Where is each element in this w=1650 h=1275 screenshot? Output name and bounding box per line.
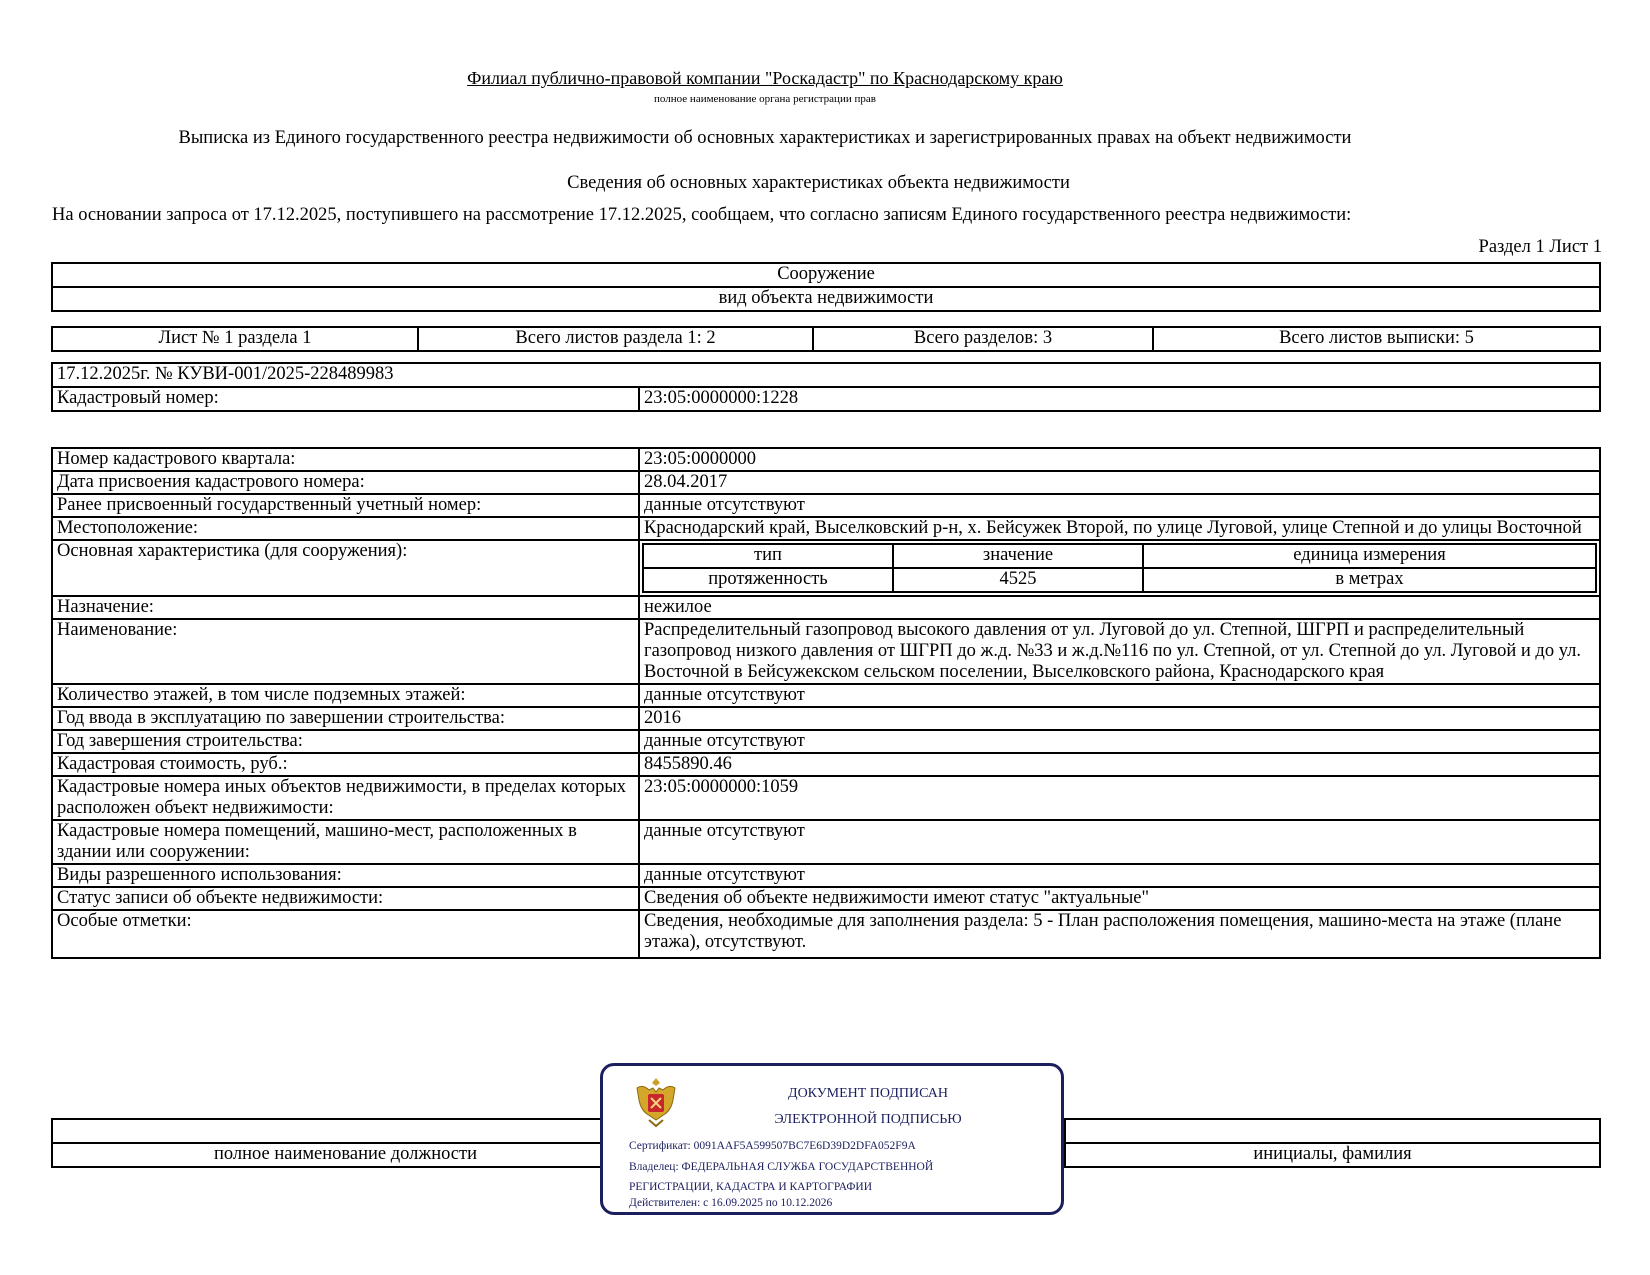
row-label: Статус записи об объекте недвижимости:: [52, 887, 639, 910]
row-value: данные отсутствуют: [639, 684, 1600, 707]
table-row: [52, 448, 1600, 471]
main-characteristic-table: [642, 543, 1597, 593]
row-label: Год ввода в эксплуатацию по завершении строительства:: [52, 707, 639, 730]
organization-name: Филиал публично-правовой компании "Роскадастр" по Краснодарскому краю: [467, 68, 1063, 88]
stamp-validity: Действителен: с 16.09.2025 по 10.12.2026: [629, 1197, 833, 1209]
row-label: Номер кадастрового квартала:: [52, 448, 639, 471]
row-label: Местоположение:: [52, 517, 639, 540]
electronic-signature-stamp: [600, 1063, 1064, 1215]
name-caption: инициалы, фамилия: [1065, 1143, 1600, 1167]
section-label: Раздел 1 Лист 1: [1478, 237, 1602, 257]
row-label: Назначение:: [52, 596, 639, 619]
row-label: Кадастровые номера иных объектов недвижимости, в пределах которых расположен объект недвижимости:: [52, 776, 639, 820]
row-value: 2016: [639, 707, 1600, 730]
sheets-table: [51, 326, 1601, 352]
row-label: Кадастровые номера помещений, машино-мест, расположенных в здании или сооружении:: [52, 820, 639, 864]
cadastral-number-label: Кадастровый номер:: [52, 387, 639, 411]
table-row: [52, 887, 1600, 910]
mc-type: протяженность: [643, 568, 893, 592]
stamp-certificate: Сертификат: 0091AAF5A599507BC7E6D39D2DFA052F9A: [629, 1140, 916, 1152]
row-label: Количество этажей, в том числе подземных этажей:: [52, 684, 639, 707]
object-kind-value: Сооружение: [52, 263, 1600, 287]
table-row: [52, 730, 1600, 753]
mc-value: 4525: [893, 568, 1143, 592]
row-value: данные отсутствуют: [639, 730, 1600, 753]
row-value: 28.04.2017: [639, 471, 1600, 494]
sheet-number: Лист № 1 раздела 1: [52, 327, 418, 351]
row-label: Дата присвоения кадастрового номера:: [52, 471, 639, 494]
stamp-owner-2: РЕГИСТРАЦИИ, КАДАСТРА И КАРТОГРАФИИ: [629, 1181, 873, 1193]
object-kind-caption: вид объекта недвижимости: [52, 287, 1600, 311]
row-value: Сведения, необходимые для заполнения раздела: 5 - План расположения помещения, машино-места на этаже (плане этажа), отсутствуют.: [639, 910, 1600, 958]
row-value: нежилое: [639, 596, 1600, 619]
position-field: [52, 1119, 639, 1143]
row-label: Год завершения строительства:: [52, 730, 639, 753]
main-characteristic-cell: [639, 540, 1600, 596]
mc-header-value: значение: [893, 544, 1143, 568]
organization-caption: полное наименование органа регистрации прав: [654, 93, 876, 105]
mc-header-type: тип: [643, 544, 893, 568]
row-value: Сведения об объекте недвижимости имеют статус "актуальные": [639, 887, 1600, 910]
stamp-line-1: ДОКУМЕНТ ПОДПИСАН: [788, 1086, 948, 1101]
document-title: Выписка из Единого государственного реестра недвижимости об основных характеристиках и зарегистрированных правах на объект недвижимости: [178, 128, 1352, 148]
record-date-number: 17.12.2025г. № КУВИ-001/2025-228489983: [52, 363, 1600, 387]
sections-total: Всего разделов: 3: [813, 327, 1153, 351]
cadastral-number-value: 23:05:0000000:1228: [639, 387, 1600, 411]
table-row: [52, 707, 1600, 730]
table-row: [52, 776, 1600, 820]
main-characteristic-label: Основная характеристика (для сооружения):: [52, 540, 639, 596]
document-subtitle: Сведения об основных характеристиках объекта недвижимости: [567, 173, 1070, 193]
sheets-in-section: Всего листов раздела 1: 2: [418, 327, 813, 351]
row-label: Кадастровая стоимость, руб.:: [52, 753, 639, 776]
mc-header-unit: единица измерения: [1143, 544, 1596, 568]
position-caption: полное наименование должности: [52, 1143, 639, 1167]
row-value: Распределительный газопровод высокого давления от ул. Луговой до ул. Степной, ШГРП и распределительный газопровод низкого давления от ШГРП до ж.д. №33 и ж.д.№116 по ул. Степной, от ул. Степной до ул. Луговой и до ул. Восточной в Бейсужекском сельском поселении, Выселковского района, Краснодарского края: [639, 619, 1600, 684]
row-label: Особые отметки:: [52, 910, 639, 958]
row-value: данные отсутствуют: [639, 864, 1600, 887]
table-row: [52, 517, 1600, 540]
row-value: 8455890.46: [639, 753, 1600, 776]
intro-text: На основании запроса от 17.12.2025, поступившего на рассмотрение 17.12.2025, сообщаем, что согласно записям Единого государственного реестра недвижимости:: [52, 205, 1352, 225]
table-row: [52, 684, 1600, 707]
row-value: 23:05:0000000:1059: [639, 776, 1600, 820]
table-row: [52, 619, 1600, 684]
characteristics-table: [51, 447, 1601, 959]
row-value: данные отсутствуют: [639, 820, 1600, 864]
coat-of-arms-icon: [631, 1074, 681, 1130]
stamp-line-2: ЭЛЕКТРОННОЙ ПОДПИСЬЮ: [774, 1112, 962, 1127]
row-label: Наименование:: [52, 619, 639, 684]
table-row: [52, 864, 1600, 887]
row-label: Ранее присвоенный государственный учетный номер:: [52, 494, 639, 517]
name-field: [1065, 1119, 1600, 1143]
table-row: [52, 596, 1600, 619]
table-row: [52, 494, 1600, 517]
row-label: Виды разрешенного использования:: [52, 864, 639, 887]
record-table: [51, 362, 1601, 412]
table-row: [52, 753, 1600, 776]
row-value: данные отсутствуют: [639, 494, 1600, 517]
table-row: [52, 540, 1600, 596]
stamp-owner-1: Владелец: ФЕДЕРАЛЬНАЯ СЛУЖБА ГОСУДАРСТВЕННОЙ: [629, 1161, 934, 1173]
row-value: Краснодарский край, Выселковский р-н, х. Бейсужек Второй, по улице Луговой, улице Степной и до улицы Восточной: [639, 517, 1600, 540]
table-row: [52, 820, 1600, 864]
sheets-total: Всего листов выписки: 5: [1153, 327, 1600, 351]
mc-unit: в метрах: [1143, 568, 1596, 592]
table-row: [52, 910, 1600, 958]
row-value: 23:05:0000000: [639, 448, 1600, 471]
object-kind-table: [51, 262, 1601, 312]
table-row: [52, 471, 1600, 494]
